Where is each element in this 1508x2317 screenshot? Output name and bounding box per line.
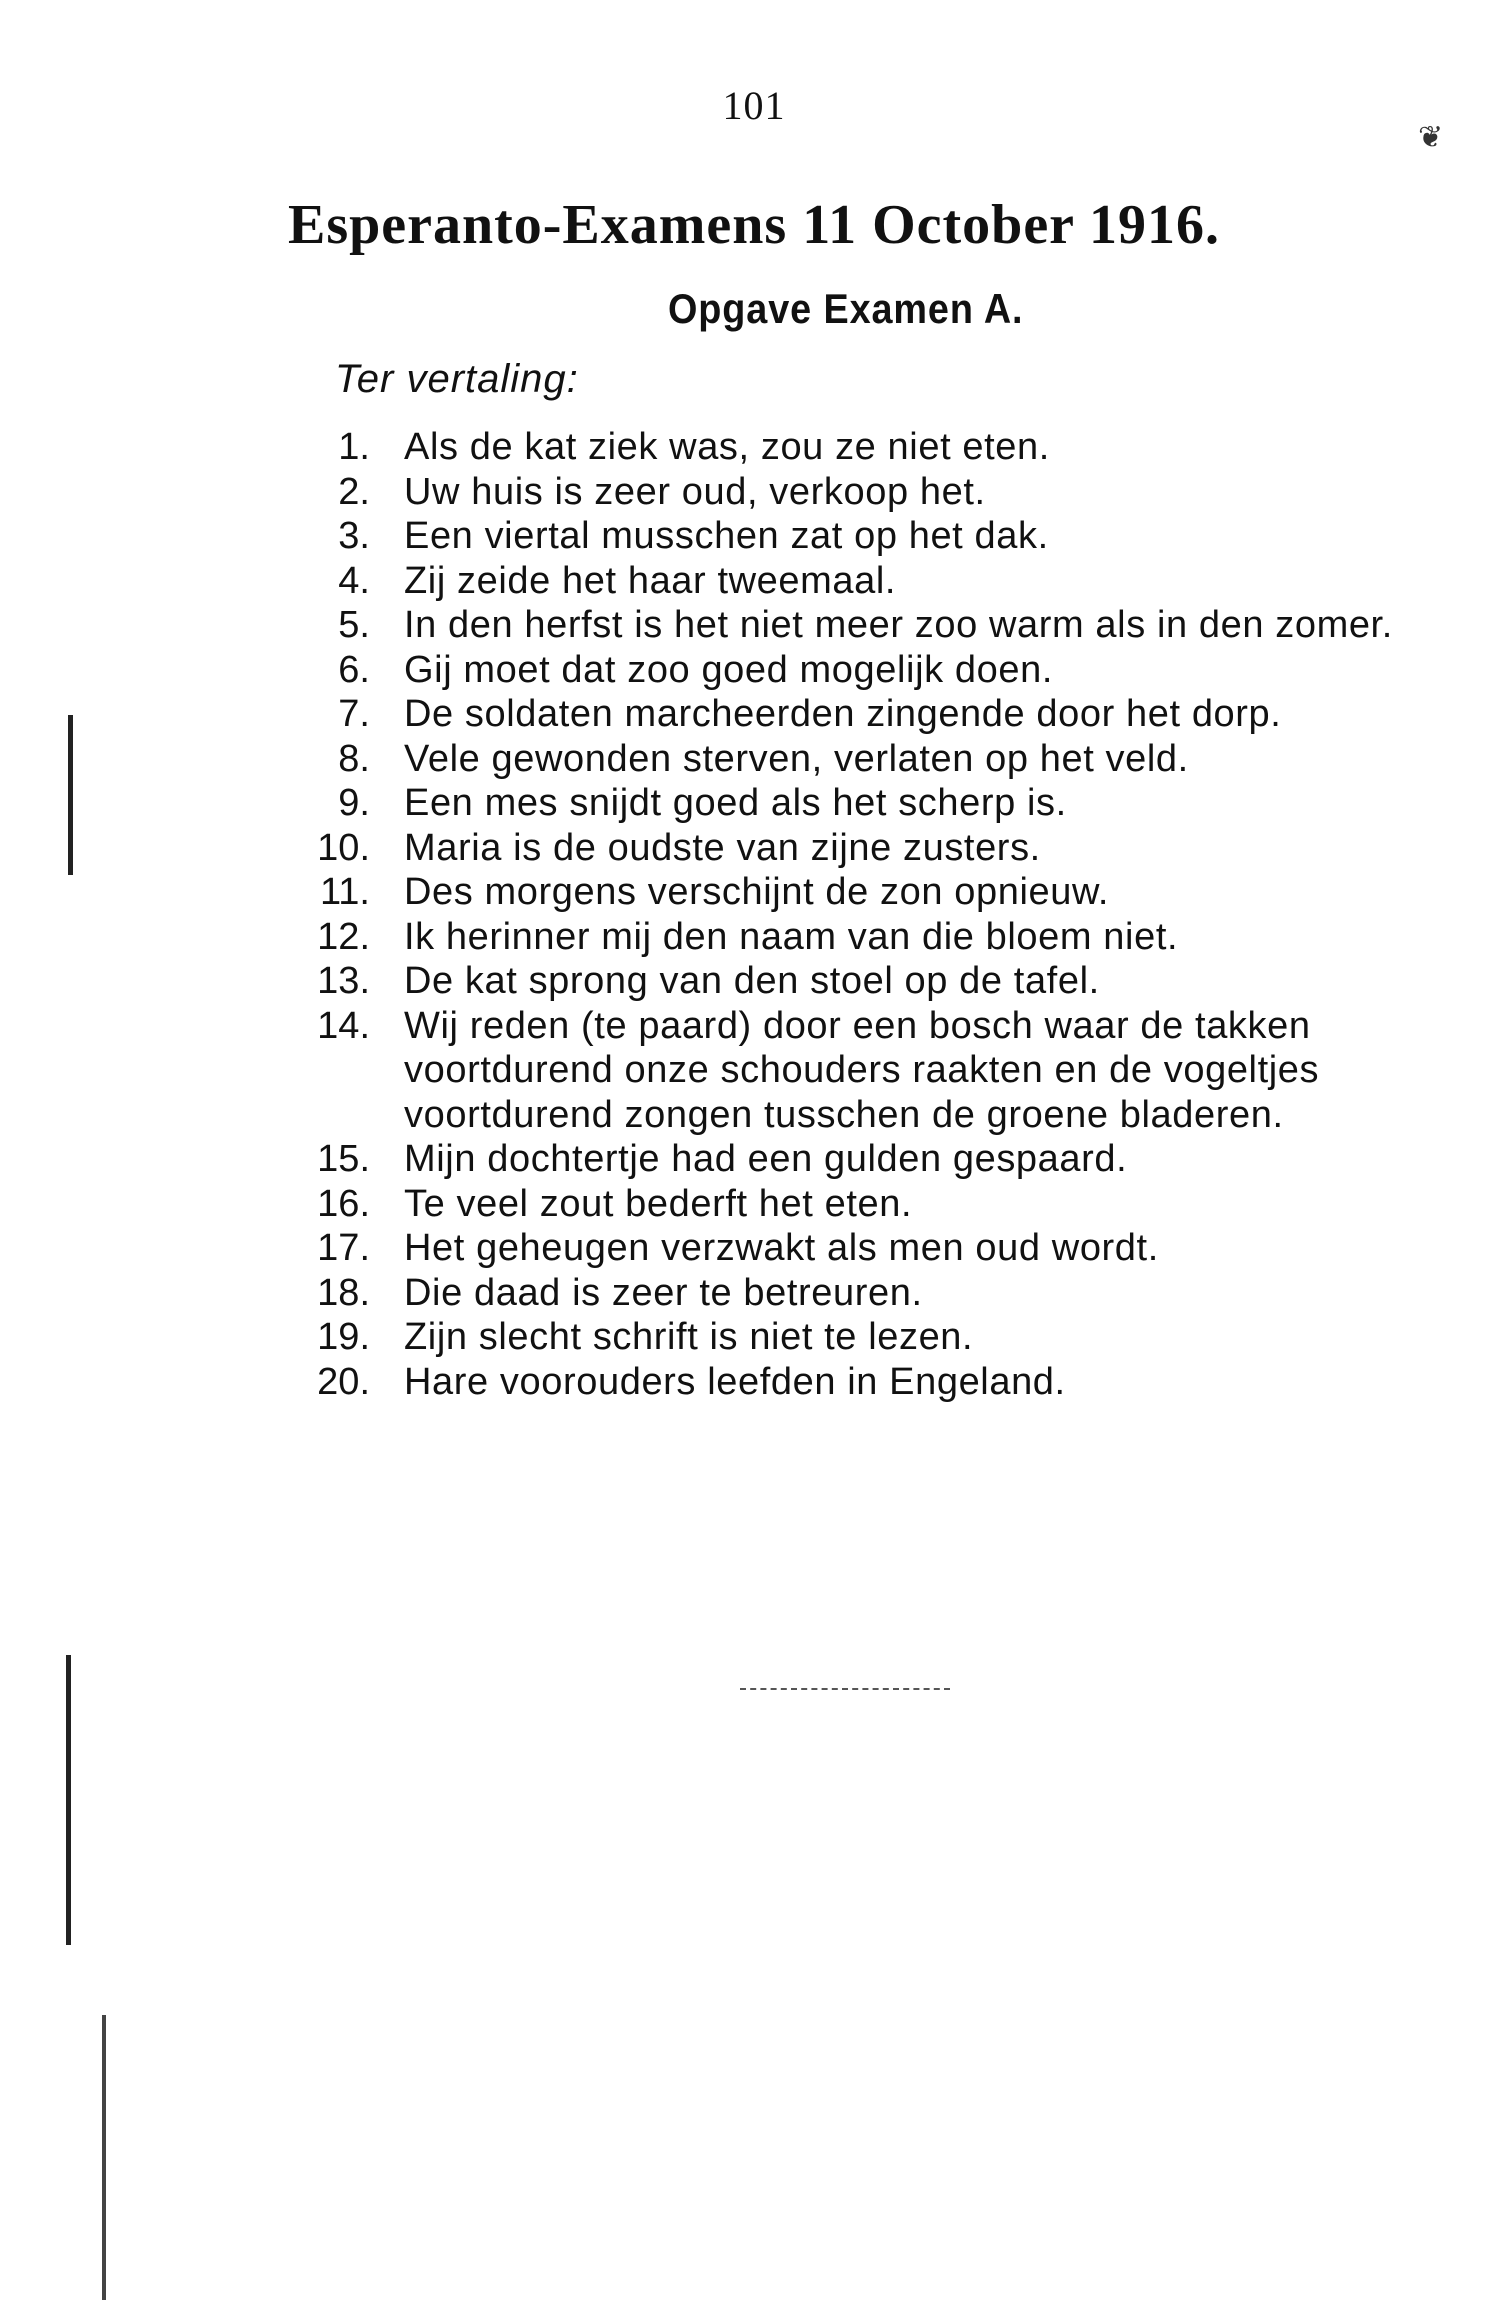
item-text: Zij zeide het haar tweemaal.	[404, 559, 897, 602]
list-item	[290, 514, 1420, 559]
list-item	[290, 870, 1420, 915]
item-text: Een mes snijdt goed als het scherp is.	[404, 782, 1067, 824]
item-text: De kat sprong van den stoel op de tafel.	[404, 960, 1100, 1002]
list-item	[290, 737, 1420, 782]
item-number: 8.	[338, 737, 370, 780]
item-text: Te veel zout bederft het eten.	[404, 1182, 913, 1225]
list-item	[290, 559, 1420, 604]
item-text: Hare voorouders leefden in Engeland.	[404, 1360, 1066, 1403]
item-text: Vele gewonden sterven, verlaten op het veld.	[404, 737, 1189, 780]
item-text: Gij moet dat zoo goed mogelijk doen.	[404, 648, 1053, 691]
item-text: Mijn dochtertje had een gulden gespaard.	[404, 1138, 1128, 1180]
item-text: In den herfst is het niet meer zoo warm als in den zomer.	[404, 604, 1393, 646]
list-item	[290, 470, 1420, 515]
item-number: 10.	[317, 826, 370, 869]
item-text: Als de kat ziek was, zou ze niet eten.	[404, 426, 1050, 468]
section-label: Ter vertaling:	[335, 357, 579, 401]
item-text: Des morgens verschijnt de zon opnieuw.	[404, 871, 1110, 913]
item-text: Wij reden (te paard) door een bosch waar de takken voortdurend onze schouders raakten en de vogeltjes voortdurend zongen tusschen de groene bladeren.	[404, 1004, 1320, 1136]
item-number: 14.	[317, 1004, 370, 1047]
scan-margin-mark	[102, 2015, 106, 2300]
item-text: Zijn slecht schrift is niet te lezen.	[404, 1316, 974, 1358]
list-item	[290, 648, 1420, 693]
item-number: 16.	[317, 1182, 370, 1225]
item-number: 5.	[338, 604, 370, 646]
item-number: 2.	[338, 470, 370, 513]
list-item	[290, 1226, 1420, 1271]
item-number: 17.	[317, 1227, 370, 1269]
list-item	[290, 425, 1420, 470]
item-text: Uw huis is zeer oud, verkoop het.	[404, 470, 986, 513]
item-number: 20.	[317, 1360, 370, 1403]
item-number: 1.	[338, 426, 370, 468]
item-text: Het geheugen verzwakt als men oud wordt.	[404, 1227, 1159, 1269]
page-title: Esperanto-Examens 11 October 1916.	[287, 194, 1221, 256]
item-number: 4.	[338, 559, 370, 602]
item-number: 6.	[338, 648, 370, 691]
item-number: 11.	[319, 871, 370, 913]
item-text: Een viertal musschen zat op het dak.	[404, 515, 1049, 557]
page-subtitle: Opgave Examen A.	[668, 285, 1024, 332]
list-item	[290, 1315, 1420, 1360]
sentence-list	[290, 425, 1420, 1404]
list-item	[290, 781, 1420, 826]
item-text: Die daad is zeer te betreuren.	[404, 1271, 923, 1314]
item-number: 18.	[317, 1271, 370, 1314]
item-text: De soldaten marcheerden zingende door het dorp.	[404, 693, 1282, 735]
list-item	[290, 826, 1420, 871]
list-item	[290, 603, 1420, 648]
list-item	[290, 1360, 1420, 1405]
list-item	[290, 915, 1420, 960]
item-text: Maria is de oudste van zijne zusters.	[404, 826, 1041, 869]
scan-margin-mark	[68, 715, 73, 875]
item-number: 13.	[317, 960, 370, 1002]
scan-margin-mark	[66, 1655, 71, 1945]
scan-corner-mark: ❦	[1418, 121, 1444, 154]
item-number: 12.	[317, 915, 370, 958]
list-item	[290, 1271, 1420, 1316]
list-item	[290, 692, 1420, 737]
page-number: 101	[722, 83, 786, 128]
item-number: 15.	[317, 1138, 370, 1180]
divider-rule	[740, 1688, 950, 1690]
list-item	[290, 959, 1420, 1004]
item-text: Ik herinner mij den naam van die bloem niet.	[404, 915, 1179, 958]
list-item	[290, 1004, 1420, 1138]
item-number: 7.	[338, 693, 370, 735]
list-item	[290, 1137, 1420, 1182]
item-number: 19.	[317, 1316, 370, 1358]
list-item	[290, 1182, 1420, 1227]
item-number: 9.	[338, 782, 370, 824]
item-number: 3.	[338, 515, 370, 557]
